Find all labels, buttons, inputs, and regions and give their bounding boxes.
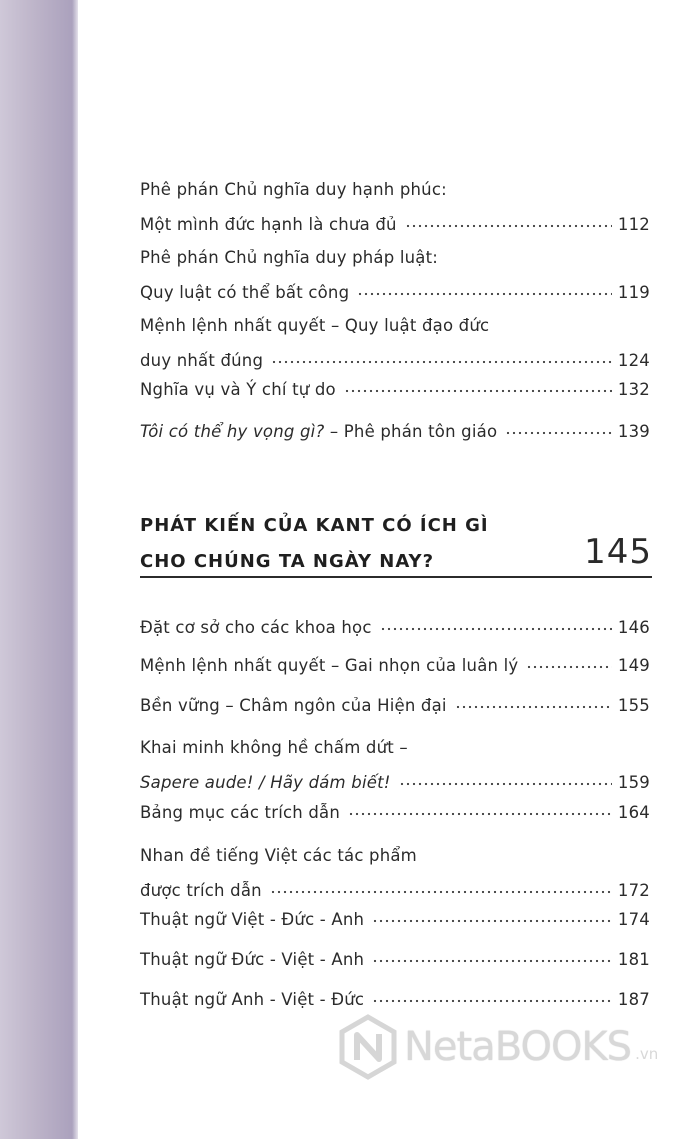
toc-entry-title-line1: Khai minh không hề chấm dứt –	[140, 738, 408, 757]
toc-entry-title: Thuật ngữ Anh - Việt - Đức	[140, 990, 365, 1009]
toc-entry-title: Bền vững – Châm ngôn của Hiện đại	[140, 696, 447, 715]
toc-entry-title-line1: Mệnh lệnh nhất quyết – Quy luật đạo đức	[140, 316, 490, 335]
toc-entry-title: Thuật ngữ Việt - Đức - Anh	[140, 910, 365, 929]
leader-dots	[505, 431, 612, 435]
toc-entry[interactable]	[140, 316, 650, 382]
toc-entry[interactable]	[140, 910, 650, 941]
watermark-suffix: .vn	[635, 1045, 659, 1063]
watermark	[338, 1014, 658, 1080]
toc-entry[interactable]	[140, 248, 650, 314]
toc-entry[interactable]	[140, 422, 650, 453]
leader-dots	[344, 389, 612, 393]
toc-page-number: 119	[617, 283, 650, 302]
netabooks-logo-icon	[338, 1014, 398, 1080]
toc-page-number: 132	[617, 380, 650, 399]
toc-entry-title: Đặt cơ sở cho các khoa học	[140, 618, 372, 637]
toc-page-number: 139	[617, 422, 650, 441]
leader-dots	[348, 812, 612, 816]
toc-page-number: 181	[617, 950, 650, 969]
toc-entry-title-italic: Tôi có thể hy vọng gì?	[140, 422, 325, 441]
toc-page-number: 124	[617, 351, 650, 370]
toc-page-number: 159	[617, 773, 650, 792]
chapter-title-line2: CHO CHÚNG TA NGÀY NAY?	[140, 551, 435, 572]
chapter-rule	[140, 576, 652, 578]
toc-entry[interactable]	[140, 738, 650, 804]
leader-dots	[399, 782, 612, 786]
toc-entry-title-line2: Quy luật có thể bất công	[140, 283, 350, 302]
leader-dots	[405, 224, 612, 228]
toc-page-number: 164	[617, 803, 650, 822]
toc-entry-title-line2: được trích dẫn	[140, 881, 262, 900]
toc-page-number: 172	[617, 881, 650, 900]
leader-dots	[357, 292, 612, 296]
leader-dots	[372, 919, 612, 923]
page-edge-strip	[0, 0, 78, 1139]
watermark-brand: NetaBOOKS	[404, 1024, 632, 1070]
toc-page-number: 155	[617, 696, 650, 715]
toc-entry-title: Mệnh lệnh nhất quyết – Gai nhọn của luân lý	[140, 656, 519, 675]
leader-dots	[372, 999, 612, 1003]
toc-page-number: 187	[617, 990, 650, 1009]
toc-entry[interactable]	[140, 180, 650, 246]
leader-dots	[455, 705, 612, 709]
toc-entry[interactable]	[140, 950, 650, 981]
toc-entry-title: Nghĩa vụ và Ý chí tự do	[140, 380, 336, 399]
toc-page-number: 112	[617, 215, 650, 234]
toc-entry-title-line2: Một mình đức hạnh là chưa đủ	[140, 215, 397, 234]
toc-page-number: 174	[617, 910, 650, 929]
leader-dots	[380, 627, 612, 631]
chapter-page-number: 145	[584, 532, 652, 572]
toc-page-number: 146	[617, 618, 650, 637]
toc-entry-title-line2: Sapere aude! / Hãy dám biết!	[140, 773, 391, 792]
toc-entry-title: Thuật ngữ Đức - Việt - Anh	[140, 950, 365, 969]
toc-entry-title-rest: – Phê phán tôn giáo	[324, 422, 498, 441]
leader-dots	[372, 959, 612, 963]
toc-entry-title-line1: Nhan đề tiếng Việt các tác phẩm	[140, 846, 417, 865]
leader-dots	[271, 360, 612, 364]
toc-entry[interactable]	[140, 380, 650, 411]
toc-entry-title: Bảng mục các trích dẫn	[140, 803, 341, 822]
toc-page-number: 149	[617, 656, 650, 675]
toc-entry[interactable]	[140, 846, 650, 912]
toc-entry-title-line1: Phê phán Chủ nghĩa duy pháp luật:	[140, 248, 439, 267]
chapter-title-line1: PHÁT KIẾN CỦA KANT CÓ ÍCH GÌ	[140, 515, 489, 536]
leader-dots	[270, 890, 612, 894]
chapter-heading[interactable]	[140, 508, 652, 580]
toc-entry[interactable]	[140, 656, 650, 687]
leader-dots	[526, 665, 612, 669]
toc-entry[interactable]	[140, 803, 650, 834]
toc-entry-title-line2: duy nhất đúng	[140, 351, 264, 370]
toc-entry-title-line1: Phê phán Chủ nghĩa duy hạnh phúc:	[140, 180, 447, 199]
toc-entry[interactable]	[140, 618, 650, 649]
toc-entry[interactable]	[140, 696, 650, 727]
